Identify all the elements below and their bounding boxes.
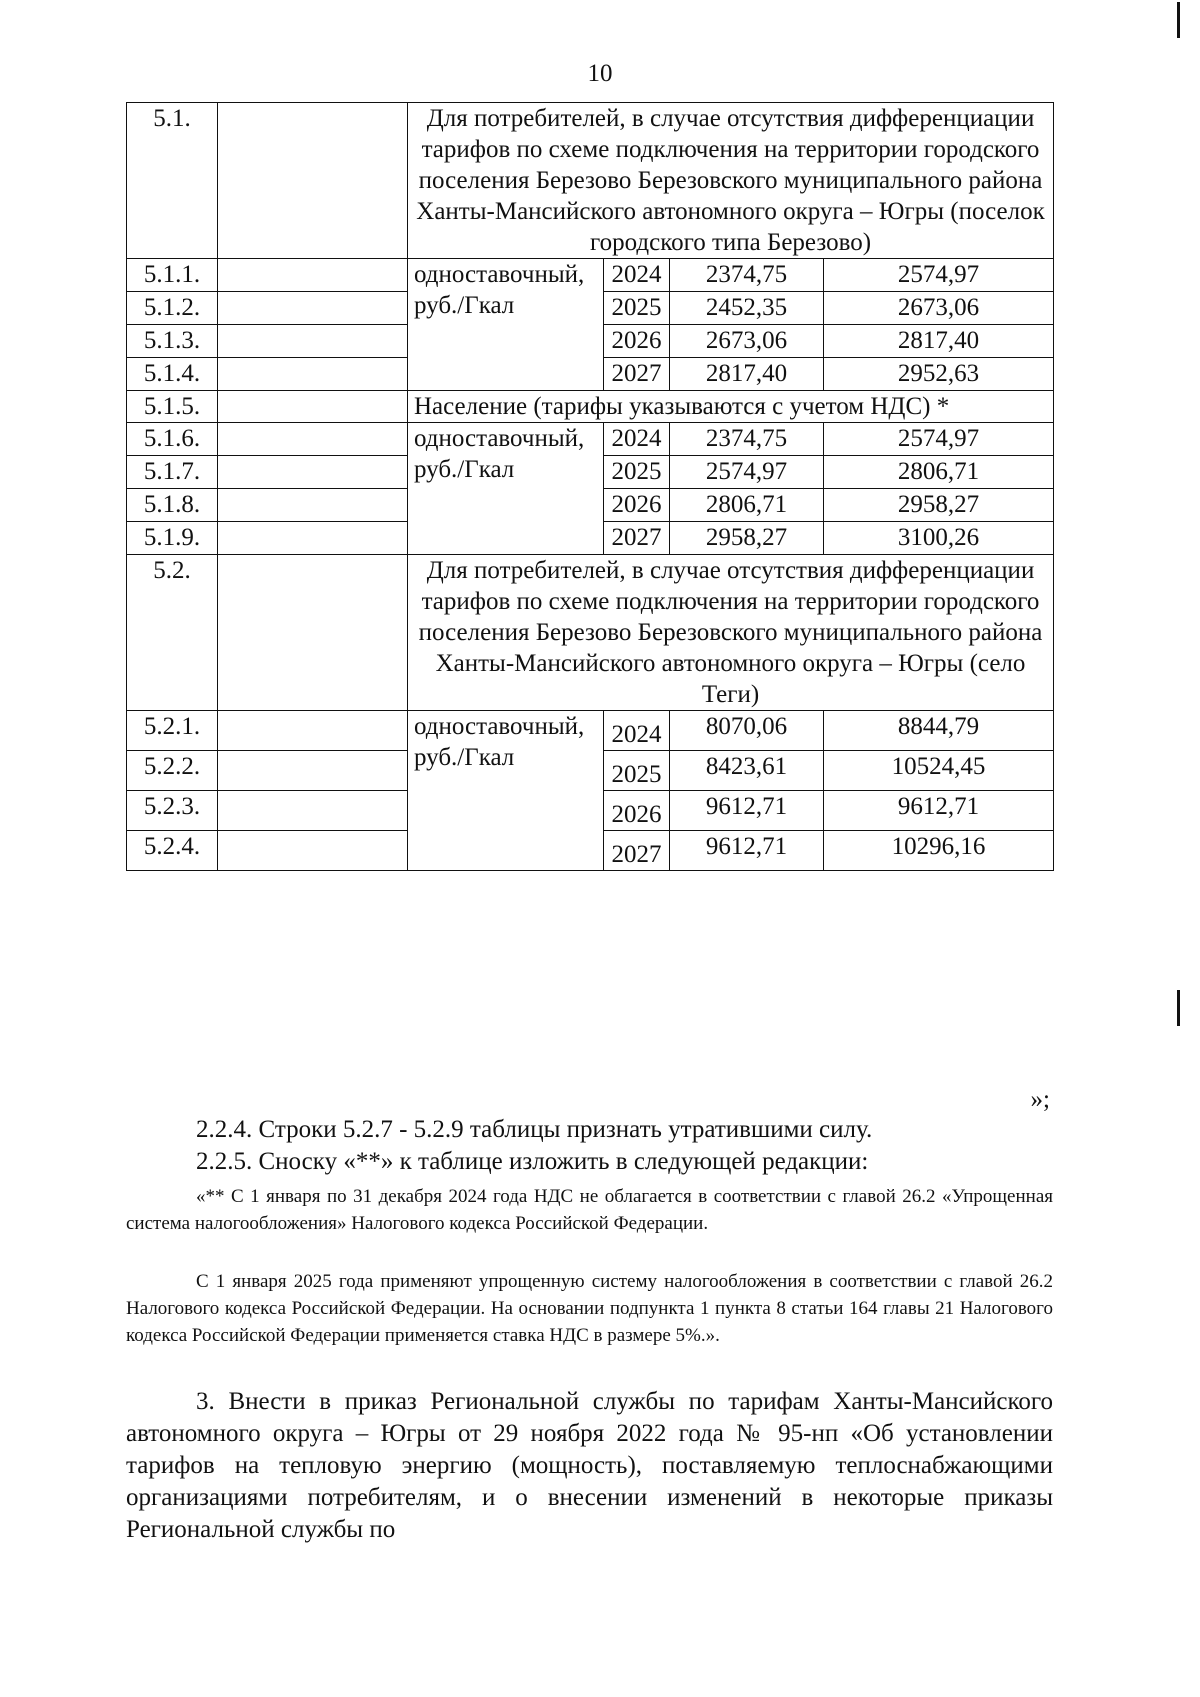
- page-number: 10: [587, 60, 613, 87]
- year-cell: 2027: [604, 831, 670, 871]
- empty-cell: [218, 423, 408, 456]
- tariff-value-2: 2952,63: [824, 358, 1054, 391]
- unit-cell: одноставочный, руб./Гкал: [408, 423, 604, 555]
- tariff-value-2: 9612,71: [824, 791, 1054, 831]
- tariff-value-1: 2374,75: [670, 423, 824, 456]
- tariff-value-1: 2673,06: [670, 325, 824, 358]
- row-number: 5.1.4.: [127, 358, 218, 391]
- population-header: Население (тарифы указываются с учетом НДС) *: [408, 391, 1054, 423]
- tariff-value-2: 3100,26: [824, 522, 1054, 555]
- tariff-value-1: 2806,71: [670, 489, 824, 522]
- year-cell: 2024: [604, 259, 670, 292]
- tariff-value-1: 9612,71: [670, 831, 824, 871]
- table-row-5-2: [127, 555, 1054, 711]
- empty-cell: [218, 259, 408, 292]
- unit-cell: одноставочный, руб./Гкал: [408, 259, 604, 391]
- scan-edge-mark: [1177, 990, 1180, 1026]
- empty-cell: [218, 391, 408, 423]
- year-cell: 2024: [604, 423, 670, 456]
- row-number: 5.1.5.: [127, 391, 218, 423]
- tariff-value-2: 2817,40: [824, 325, 1054, 358]
- year-cell: 2027: [604, 358, 670, 391]
- empty-cell: [218, 555, 408, 711]
- tariff-value-2: 10524,45: [824, 751, 1054, 791]
- row-number: 5.1.6.: [127, 423, 218, 456]
- tariff-value-1: 2574,97: [670, 456, 824, 489]
- row-number: 5.2.2.: [127, 751, 218, 791]
- tariff-value-1: 2374,75: [670, 259, 824, 292]
- row-number: 5.2.: [127, 555, 218, 711]
- table-row: [127, 423, 1054, 456]
- row-number: 5.1.1.: [127, 259, 218, 292]
- table-row: [127, 259, 1054, 292]
- empty-cell: [218, 325, 408, 358]
- empty-cell: [218, 103, 408, 259]
- tariff-value-1: 2817,40: [670, 358, 824, 391]
- empty-cell: [218, 751, 408, 791]
- table-row-population: [127, 391, 1054, 423]
- section-header-5-1: Для потребителей, в случае отсутствия дифференциации тарифов по схеме подключения на территории городского поселения Березово Березовского муниципального района Ханты-Мансийского автономного округа – Югры (поселок городского типа Березово): [408, 103, 1054, 259]
- footnote-paragraph-2: С 1 января 2025 года применяют упрощенную систему налогообложения в соответствии с главой 26.2 Налогового кодекса Российской Федерации. На основании подпункта 1 пункта 8 статьи 164 главы 21 Налогового кодекса Российской Федерации применяется ставка НДС в размере 5%.».: [126, 1271, 1053, 1346]
- tariff-value-1: 2452,35: [670, 292, 824, 325]
- year-cell: 2024: [604, 711, 670, 751]
- row-number: 5.1.7.: [127, 456, 218, 489]
- scan-edge-mark: [1177, 2, 1180, 38]
- tariff-value-1: 2958,27: [670, 522, 824, 555]
- row-number: 5.1.9.: [127, 522, 218, 555]
- row-number: 5.2.1.: [127, 711, 218, 751]
- tariff-value-2: 2806,71: [824, 456, 1054, 489]
- tariff-value-1: 8070,06: [670, 711, 824, 751]
- empty-cell: [218, 456, 408, 489]
- tariff-value-2: 2673,06: [824, 292, 1054, 325]
- year-cell: 2025: [604, 292, 670, 325]
- tariff-table: [126, 102, 1054, 871]
- row-number: 5.1.: [127, 103, 218, 259]
- tariff-value-2: 2574,97: [824, 423, 1054, 456]
- empty-cell: [218, 522, 408, 555]
- tariff-value-2: 2958,27: [824, 489, 1054, 522]
- empty-cell: [218, 489, 408, 522]
- row-number: 5.1.8.: [127, 489, 218, 522]
- footnote-paragraph-1: «** С 1 января по 31 декабря 2024 года НДС не облагается в соответствии с главой 26.2 «Упрощенная система налогообложения» Налогового кодекса Российской Федерации.: [126, 1186, 1053, 1234]
- empty-cell: [218, 831, 408, 871]
- year-cell: 2026: [604, 325, 670, 358]
- section-header-5-2: Для потребителей, в случае отсутствия дифференциации тарифов по схеме подключения на территории городского поселения Березово Березовского муниципального района Ханты-Мансийского автономного округа – Югры (село Теги): [408, 555, 1054, 711]
- row-number: 5.1.2.: [127, 292, 218, 325]
- table-row: [127, 711, 1054, 751]
- item-3: 3. Внести в приказ Региональной службы по тарифам Ханты-Мансийского автономного округа – Югры от 29 ноября 2022 года № 95-нп «Об установлении тарифов на тепловую энергию (мощность), поставляемую теплоснабжающими организациями потребителям, и о внесении изменений в некоторые приказы Региональной службы по: [126, 1388, 1053, 1543]
- tariff-value-1: 9612,71: [670, 791, 824, 831]
- year-cell: 2026: [604, 489, 670, 522]
- empty-cell: [218, 791, 408, 831]
- tariff-value-2: 2574,97: [824, 259, 1054, 292]
- item-2-2-5: 2.2.5. Сноску «**» к таблице изложить в следующей редакции:: [196, 1148, 869, 1175]
- table-row-5-1: [127, 103, 1054, 259]
- row-number: 5.2.3.: [127, 791, 218, 831]
- tariff-value-1: 8423,61: [670, 751, 824, 791]
- empty-cell: [218, 711, 408, 751]
- item-2-2-4: 2.2.4. Строки 5.2.7 - 5.2.9 таблицы признать утратившими силу.: [196, 1116, 873, 1143]
- year-cell: 2025: [604, 456, 670, 489]
- closing-quote-mark: »;: [1030, 1086, 1050, 1113]
- unit-cell: одноставочный, руб./Гкал: [408, 711, 604, 871]
- tariff-value-2: 10296,16: [824, 831, 1054, 871]
- empty-cell: [218, 358, 408, 391]
- year-cell: 2027: [604, 522, 670, 555]
- year-cell: 2026: [604, 791, 670, 831]
- year-cell: 2025: [604, 751, 670, 791]
- empty-cell: [218, 292, 408, 325]
- row-number: 5.1.3.: [127, 325, 218, 358]
- row-number: 5.2.4.: [127, 831, 218, 871]
- tariff-value-2: 8844,79: [824, 711, 1054, 751]
